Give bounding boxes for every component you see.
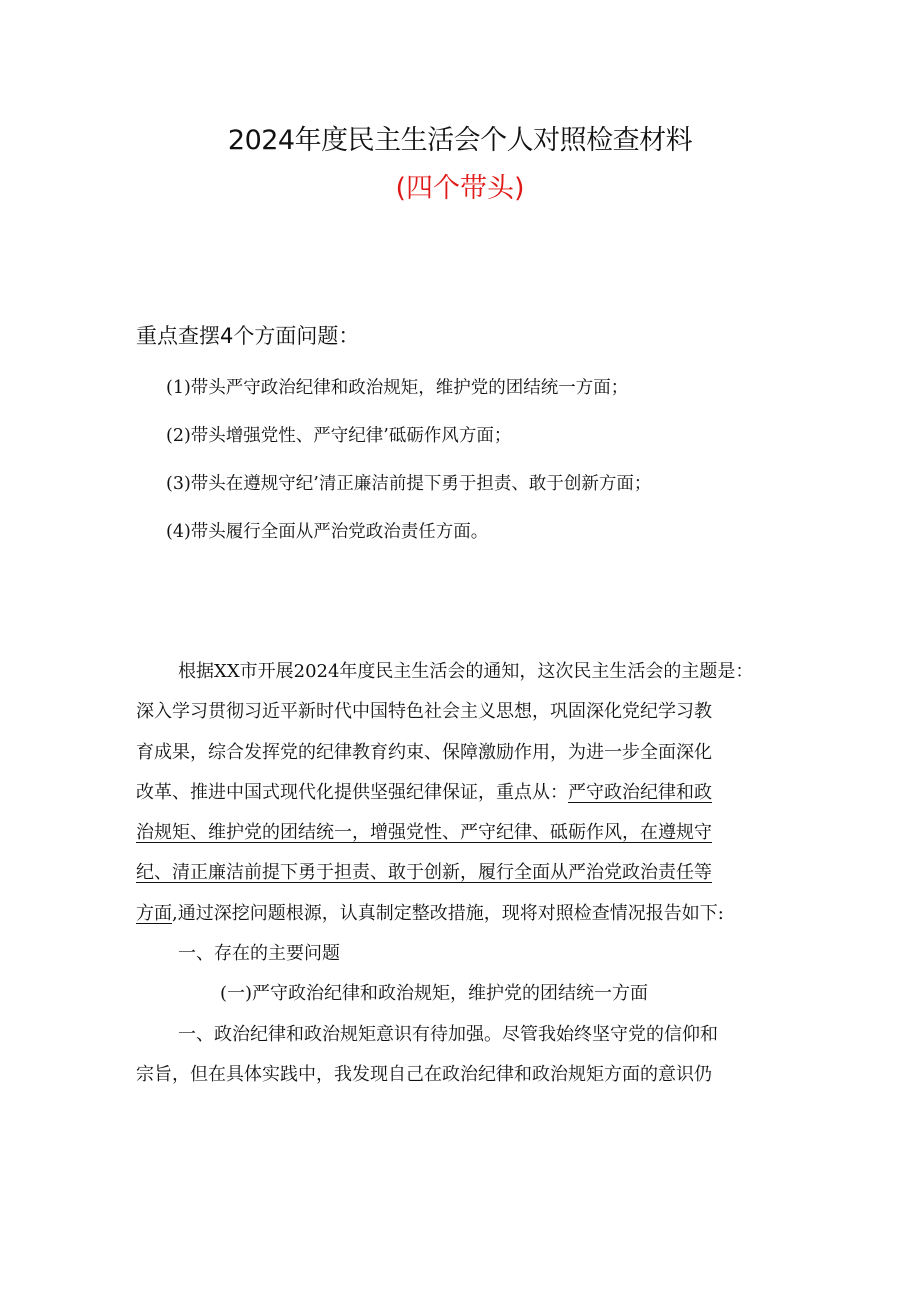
body-line bbox=[136, 773, 786, 813]
focus-item: (1)带头严守政治纪律和政治规矩，维护党的团结统一方面； bbox=[166, 378, 629, 398]
body-text-plain: ,通过深挖问题根源，认真制定整改措施，现将对照检查情况报告如下: bbox=[172, 902, 724, 924]
focus-item: (4)带头履行全面从严治党政治责任方面。 bbox=[166, 522, 489, 542]
body-line bbox=[136, 894, 786, 934]
body-line: 深入学习贯彻习近平新时代中国特色社会主义思想，巩固深化党纪学习教 bbox=[136, 701, 712, 723]
body-text-plain: 改革、推进中国式现代化提供坚强纪律保证，重点从： bbox=[136, 781, 568, 803]
body-line: 一、政治纪律和政治规矩意识有待加强。尽管我始终坚守党的信仰和 bbox=[178, 1023, 718, 1045]
body-line: 宗旨，但在具体实践中，我发现自己在政治纪律和政治规矩方面的意识仍 bbox=[136, 1063, 712, 1085]
body-text bbox=[136, 652, 786, 1095]
section-heading: 一、存在的主要问题 bbox=[178, 943, 340, 965]
document-title: 2024年度民主生活会个人对照检查材料 bbox=[227, 125, 693, 156]
body-line bbox=[136, 813, 786, 853]
underlined-text: 治规矩、维护党的团结统一，增强党性、严守纪律、砥砺作风，在遵规守 bbox=[136, 822, 712, 844]
focus-item: (3)带头在遵规守纪’清正廉洁前提下勇于担责、敢于创新方面； bbox=[166, 474, 652, 494]
document-subtitle: (四个带头) bbox=[395, 173, 525, 204]
focus-item: (2)带头增强党性、严守纪律’砥砺作风方面； bbox=[166, 426, 512, 446]
focus-list bbox=[166, 372, 651, 564]
body-line: 育成果，综合发挥党的纪律教育约束、保障激励作用，为进一步全面深化 bbox=[136, 741, 712, 763]
underlined-text: 纪、清正廉洁前提下勇于担责、敢于创新，履行全面从严治党政治责任等 bbox=[136, 862, 712, 884]
subsection-heading: (一)严守政治纪律和政治规矩，维护党的团结统一方面 bbox=[220, 983, 649, 1005]
body-line: 根据XX市开展2024年度民主生活会的通知，这次民主生活会的主题是： bbox=[178, 661, 754, 682]
underlined-text: 严守政治纪律和政 bbox=[568, 781, 712, 803]
focus-heading: 重点查摆4个方面问题： bbox=[136, 324, 360, 348]
underlined-text: 方面 bbox=[136, 902, 172, 924]
body-line bbox=[136, 853, 786, 893]
